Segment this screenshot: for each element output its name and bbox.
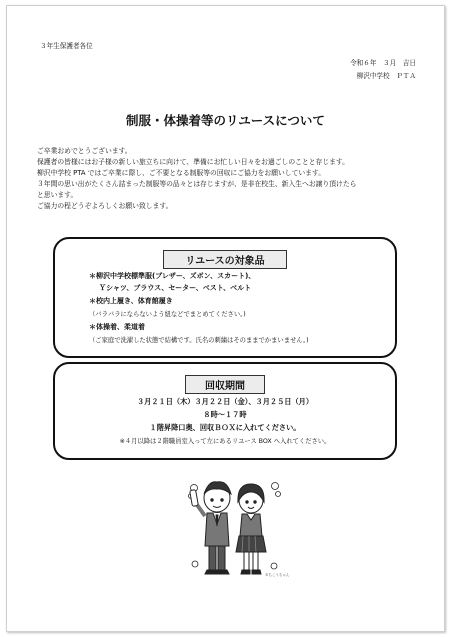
reuse-items-box [53, 237, 397, 358]
graduation-students-illustration-icon [187, 474, 282, 582]
body-line: と思います。 [37, 191, 78, 199]
illustration-credit: ©ちこうちゃん [265, 573, 290, 577]
body-line: ３年間の思い出がたくさん詰まった制服等の品々とは存じますが、是非在校生、新入生へお譲り頂けたら [37, 180, 357, 188]
recipient-line: ３年生保護者各位 [40, 42, 93, 50]
collection-period-title: 回収期間 [185, 375, 265, 394]
item-note: （ご家庭で洗濯した状態で結構です。氏名の刺繍はそのままでかまいません。) [89, 337, 309, 344]
sender-line: 柳沢中学校 ＰＴＡ [356, 72, 416, 80]
body-line: ご卒業おめでとうございます。 [37, 147, 132, 155]
date-line: 令和６年 ３月 吉日 [350, 59, 416, 67]
item-line: ＊体操着、柔道着 [89, 323, 145, 331]
collection-time: ８時～１７時 [203, 410, 247, 419]
collection-note: ※４月以降は２階職員室入って左にあるリユース BOX へ入れてください。 [119, 438, 331, 445]
item-note: （バラバラにならないよう紐などでまとめてください。) [89, 311, 246, 318]
document-title: 制服・体操着等のリユースについて [126, 113, 325, 128]
item-line: Ｙシャツ、ブラウス、セーター、ベスト、ベルト [99, 284, 252, 292]
collection-period-box [53, 362, 397, 460]
item-line: ＊校内上履き、体育館履き [89, 297, 173, 305]
collection-place: １階昇降口奥、回収ＢＯＸに入れてください。 [149, 423, 301, 432]
reuse-items-title: リユースの対象品 [163, 250, 287, 269]
item-line: ＊柳沢中学校標準服(ブレザー、ズボン、スカート)、 [89, 272, 256, 280]
collection-dates: ３月２１日（木）３月２２日（金）、３月２５日（月） [136, 397, 314, 406]
body-line: 保護者の皆様にはお子様の新しい旅立ちに向けて、準備にお忙しい日々をお過ごしのことと存じます。 [37, 158, 349, 166]
body-line: 柳沢中学校 PTA ではご卒業に際し、ご不要となる制服等の回収にご協力をお願いしています。 [37, 169, 326, 177]
body-line: ご協力の程どうぞよろしくお願い致します。 [37, 202, 173, 210]
document-page [6, 5, 445, 632]
